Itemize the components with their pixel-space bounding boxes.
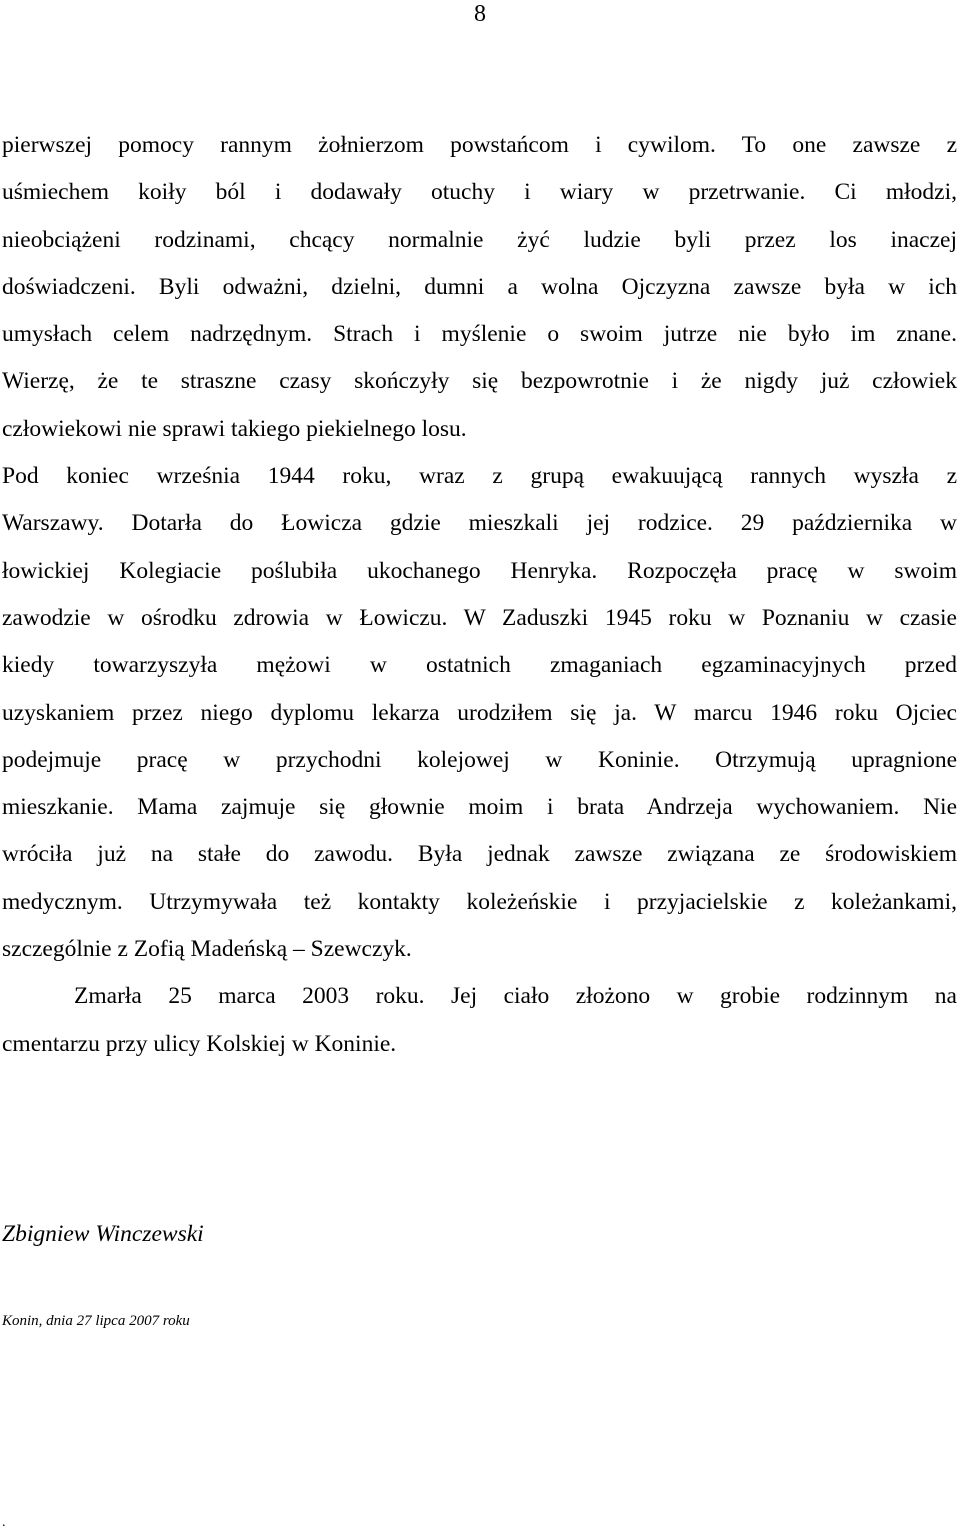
text-line: Wierzę, że te straszne czasy skończyły się bezpowrotnie i że nigdy już człowiek: [2, 368, 957, 395]
text-line: kiedy towarzyszyła mężowi w ostatnich zmaganiach egzaminacyjnych przed: [2, 652, 957, 679]
text-line: uśmiechem koiły ból i dodawały otuchy i wiary w przetrwanie. Ci młodzi,: [2, 179, 957, 206]
text-line: cmentarzu przy ulicy Kolskiej w Koninie.: [2, 1030, 397, 1057]
text-line: wróciła już na stałe do zawodu. Była jednak zawsze związana ze środowiskiem: [2, 841, 957, 868]
text-line: nieobciążeni rodzinami, chcący normalnie żyć ludzie byli przez los inaczej: [2, 226, 957, 253]
page-number: 8: [474, 1, 486, 27]
text-line: łowickiej Kolegiacie poślubiła ukochanego Henryka. Rozpoczęła pracę w swoim: [2, 557, 957, 584]
text-line: mieszkanie. Mama zajmuje się głownie moim i brata Andrzeja wychowaniem. Nie: [2, 794, 957, 821]
text-line: Pod koniec września 1944 roku, wraz z grupą ewakuującą rannych wyszła z: [2, 463, 957, 490]
text-line: Warszawy. Dotarła do Łowicza gdzie mieszkali jej rodzice. 29 października w: [2, 510, 957, 537]
text-line: medycznym. Utrzymywała też kontakty koleżeńskie i przyjacielskie z koleżankami,: [2, 888, 957, 915]
text-line: podejmuje pracę w przychodni kolejowej w Koninie. Otrzymują upragnione: [2, 746, 957, 773]
text-line: doświadczeni. Byli odważni, dzielni, dumni a wolna Ojczyzna zawsze była w ich: [2, 273, 957, 300]
text-line: umysłach celem nadrzędnym. Strach i myślenie o swoim jutrze nie było im znane.: [2, 321, 957, 348]
place-date: Konin, dnia 27 lipca 2007 roku: [2, 1313, 190, 1329]
author-signature: Zbigniew Winczewski: [2, 1221, 204, 1247]
text-line: człowiekowi nie sprawi takiego piekielnego losu.: [2, 415, 467, 442]
body-text: [2, 122, 957, 1068]
text-line: szczególnie z Zofią Madeńską – Szewczyk.: [2, 936, 412, 963]
text-line: uzyskaniem przez niego dyplomu lekarza urodziłem się ja. W marcu 1946 roku Ojciec: [2, 699, 957, 726]
text-line: Zmarła 25 marca 2003 roku. Jej ciało złożono w grobie rodzinnym na: [74, 983, 957, 1010]
text-line: pierwszej pomocy rannym żołnierzom powstańcom i cywilom. To one zawsze z: [2, 132, 957, 158]
footer-mark: .: [2, 1515, 6, 1530]
text-line: zawodzie w ośrodku zdrowia w Łowiczu. W Zaduszki 1945 roku w Poznaniu w czasie: [2, 604, 957, 631]
